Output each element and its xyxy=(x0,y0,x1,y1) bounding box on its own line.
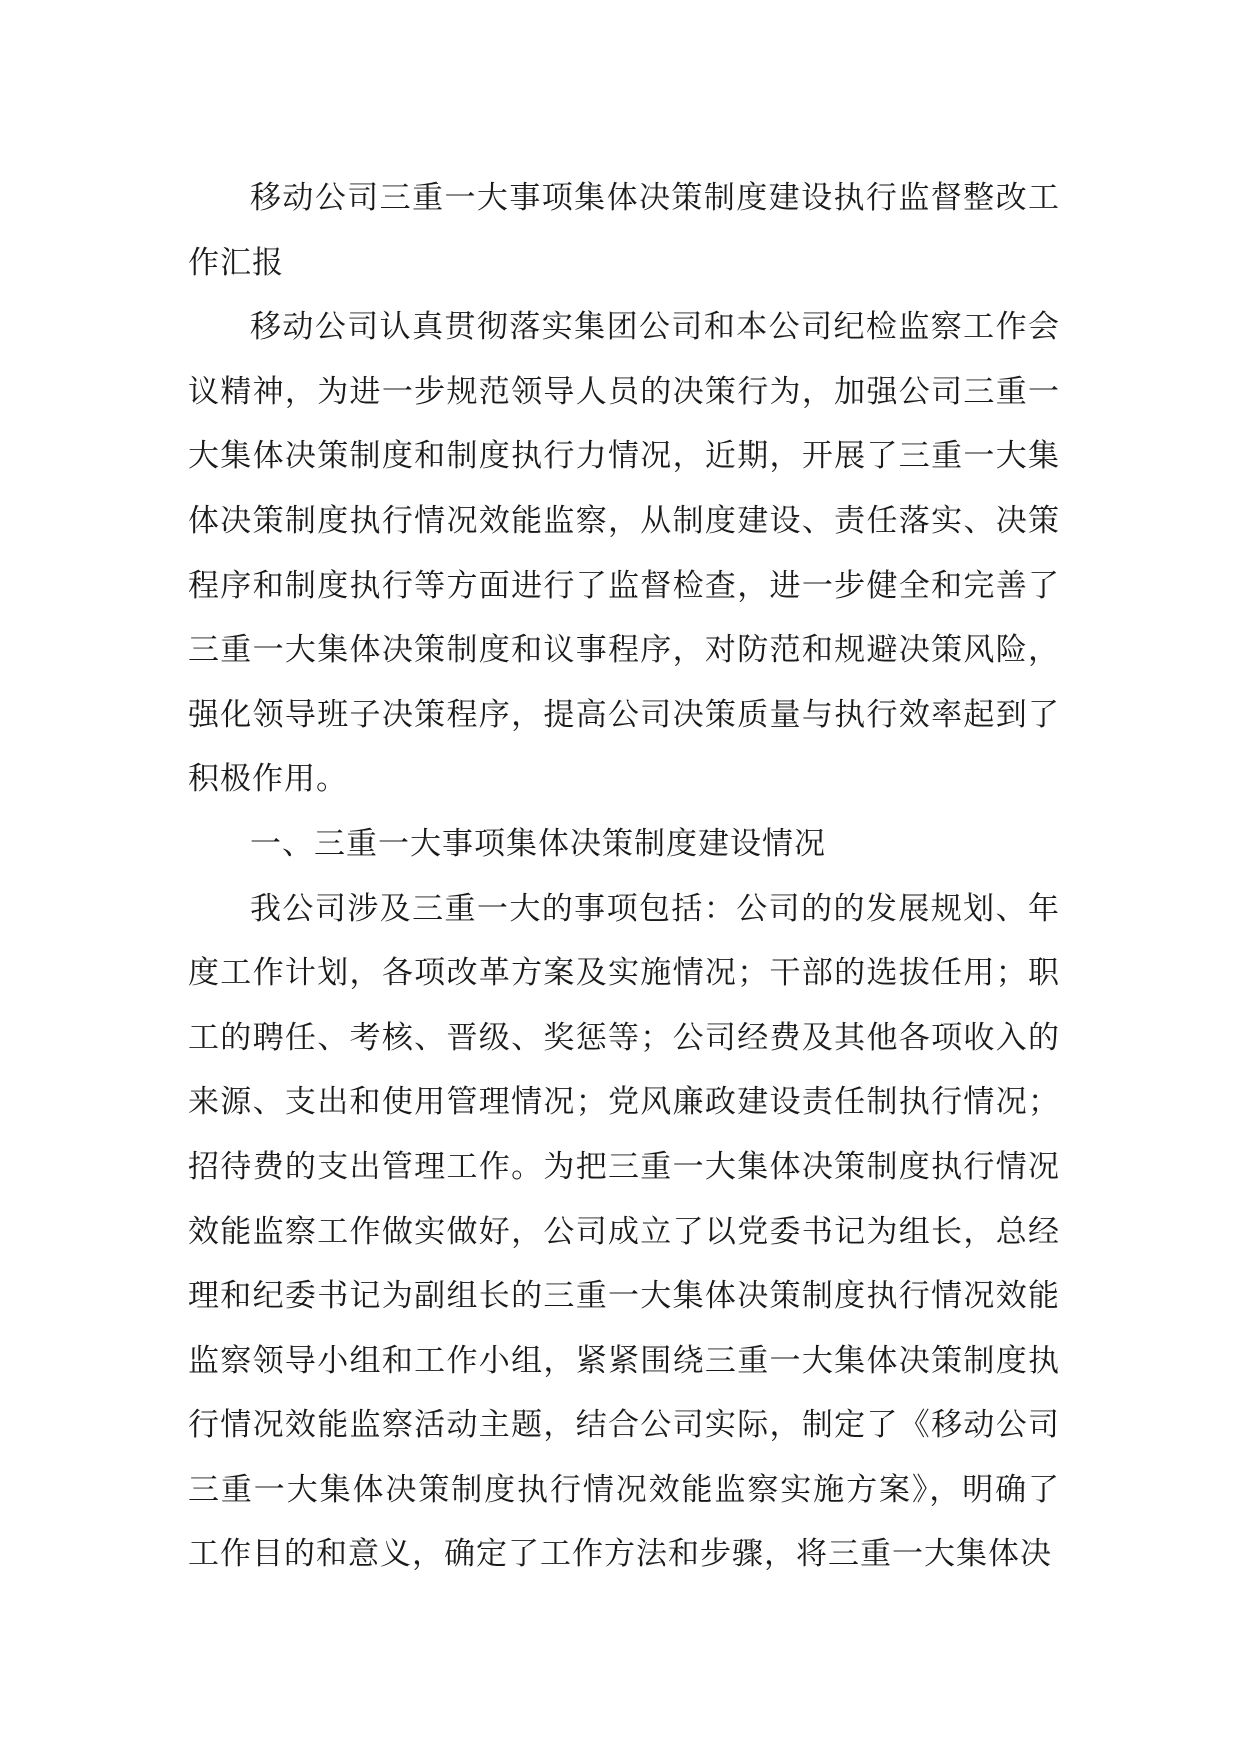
paragraph-intro: 移动公司认真贯彻落实集团公司和本公司纪检监察工作会议精神，为进一步规范领导人员的决策行为，加强公司三重一大集体决策制度和制度执行力情况，近期，开展了三重一大集体决策制度执行情况效能监察，从制度建设、责任落实、决策程序和制度执行等方面进行了监督检查，进一步健全和完善了三重一大集体决策制度和议事程序，对防范和规避决策风险，强化领导班子决策程序，提高公司决策质量与执行效率起到了积极作用。 xyxy=(188,309,1060,798)
document-body xyxy=(188,166,1060,1587)
document-title: 移动公司三重一大事项集体决策制度建设执行监督整改工作汇报 xyxy=(188,180,1060,281)
paragraph-section-1: 我公司涉及三重一大的事项包括：公司的的发展规划、年度工作计划，各项改革方案及实施情况；干部的选拔任用；职工的聘任、考核、晋级、奖惩等；公司经费及其他各项收入的来源、支出和使用管理情况；党风廉政建设责任制执行情况；招待费的支出管理工作。为把三重一大集体决策制度执行情况效能监察工作做实做好，公司成立了以党委书记为组长，总经理和纪委书记为副组长的三重一大集体决策制度执行情况效能监察领导小组和工作小组，紧紧围绕三重一大集体决策制度执行情况效能监察活动主题，结合公司实际，制定了《移动公司三重一大集体决策制度执行情况效能监察实施方案》，明确了工作目的和意义，确定了工作方法和步骤，将三重一大集体决 xyxy=(188,890,1060,1573)
section-heading-1: 一、三重一大事项集体决策制度建设情况 xyxy=(250,825,826,862)
